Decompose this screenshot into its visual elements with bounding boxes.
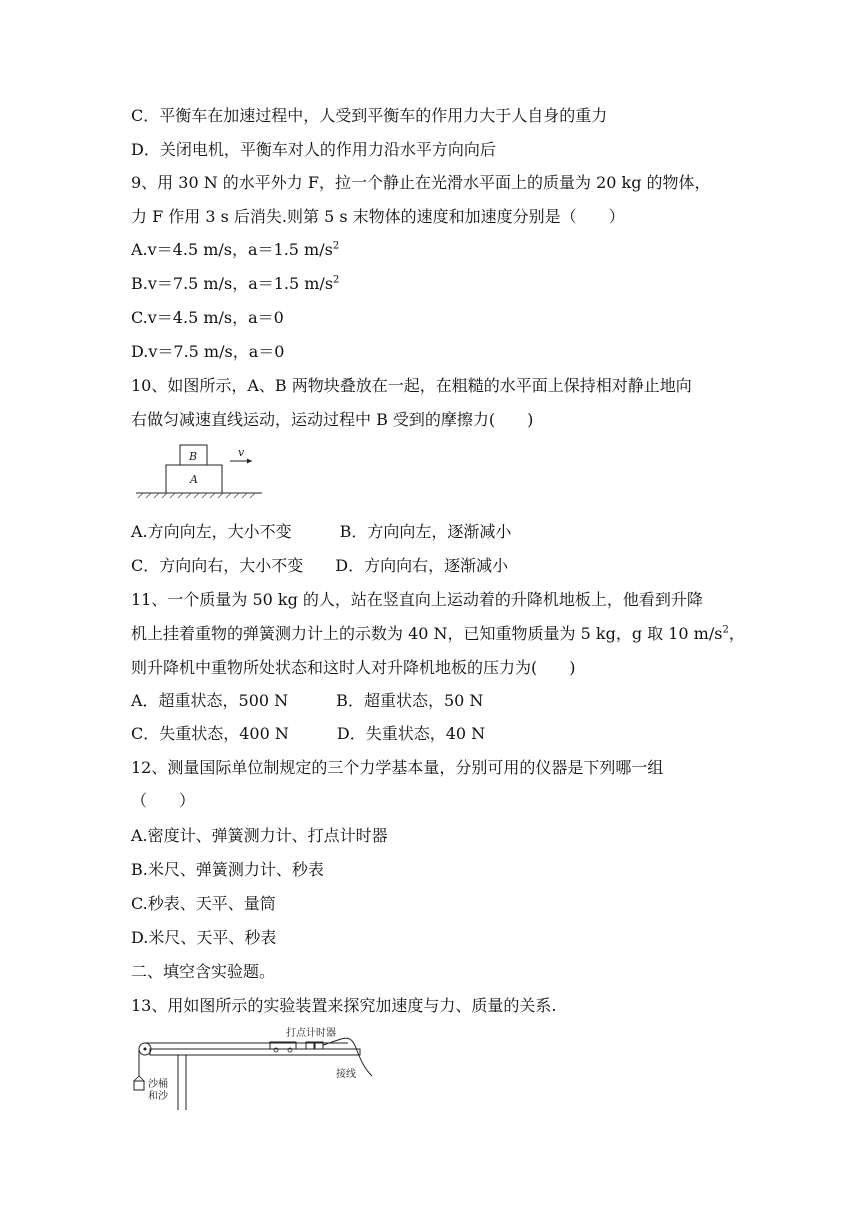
- question-11-line2: [131, 624, 745, 644]
- track: [150, 1049, 360, 1055]
- block-a-label: A: [190, 473, 198, 486]
- question-9-line1: 9、用 30 N 的水平外力 F，拉一个静止在光滑水平面上的质量为 20 kg 的物体，: [131, 173, 711, 192]
- option-8d-prev: D．关闭电机，平衡车对人的作用力沿水平方向向后: [131, 140, 496, 159]
- question-11-line3: 则升降机中重物所处状态和这时人对升降机地板的压力为( ): [131, 658, 576, 677]
- question-12-option-a: A.密度计、弹簧测力计、打点计时器: [131, 826, 388, 845]
- apparatus-figure: [128, 1024, 378, 1110]
- question-10-options-ab: A.方向向左，大小不变 B．方向向左，逐渐减小: [131, 522, 512, 541]
- superscript: 2: [722, 624, 729, 636]
- blocks-figure: [136, 440, 262, 502]
- question-9-option-a: [131, 240, 339, 260]
- wire-label: 接线: [336, 1069, 356, 1080]
- option-text: A.v＝4.5 m/s，a＝1.5 m/s: [131, 240, 333, 259]
- arrowhead-icon: [247, 459, 252, 464]
- question-13-line1: 13、用如图所示的实验装置来探究加速度与力、质量的关系.: [131, 996, 557, 1015]
- question-10-line1: 10、如图所示，A、B 两物块叠放在一起，在粗糙的水平面上保持相对静止地向: [131, 376, 692, 395]
- bucket-icon: [134, 1081, 144, 1090]
- question-12-option-b: B.米尺、弹簧测力计、秒表: [131, 860, 324, 879]
- superscript: 2: [333, 274, 340, 286]
- question-9-option-c: C.v＝4.5 m/s，a＝0: [131, 308, 284, 327]
- question-11-line1: 11、一个质量为 50 kg 的人，站在竖直向上运动着的升降机地板上，他看到升降: [131, 590, 703, 609]
- ground-hatch: [138, 493, 255, 498]
- line-suffix: ，: [728, 624, 745, 643]
- question-11-options-ab: A．超重状态，500 N B．超重状态，50 N: [131, 691, 484, 710]
- question-9-option-b: [131, 274, 339, 294]
- section-heading: 二、填空含实验题。: [131, 962, 276, 981]
- question-10-line2: 右做匀减速直线运动，运动过程中 B 受到的摩擦力( ): [131, 410, 534, 429]
- question-9-line2: 力 F 作用 3 s 后消失.则第 5 s 末物体的速度和加速度分别是（ ）: [131, 207, 625, 226]
- question-12-option-c: C.秒表、天平、量筒: [131, 894, 276, 913]
- bucket-handle: [134, 1076, 144, 1081]
- timer-label: 打点计时器: [286, 1028, 336, 1039]
- question-9-option-d: D.v＝7.5 m/s，a＝0: [131, 342, 285, 361]
- question-11-options-cd: C．失重状态，400 N D．失重状态，40 N: [131, 724, 486, 743]
- line-text: 机上挂着重物的弹簧测力计上的示数为 40 N，已知重物质量为 5 kg，g 取 10 m/s: [131, 624, 723, 643]
- option-text: B.v＝7.5 m/s，a＝1.5 m/s: [131, 274, 334, 293]
- bucket-label-1: 沙桶: [148, 1079, 168, 1090]
- question-12-line1: 12、测量国际单位制规定的三个力学基本量，分别可用的仪器是下列哪一组: [131, 758, 664, 777]
- block-b-label: B: [189, 450, 198, 463]
- velocity-label: v: [238, 446, 245, 459]
- option-9c-prev: C．平衡车在加速过程中，人受到平衡车的作用力大于人自身的重力: [131, 106, 608, 125]
- superscript: 2: [332, 240, 340, 252]
- bucket-label-2: 和沙: [148, 1091, 168, 1102]
- pulley-axle: [144, 1048, 147, 1051]
- question-12-line2: （ ）: [131, 791, 196, 810]
- question-12-option-d: D.米尺、天平、秒表: [131, 928, 277, 947]
- question-10-options-cd: C．方向向右，大小不变 D．方向向右，逐渐减小: [131, 556, 509, 575]
